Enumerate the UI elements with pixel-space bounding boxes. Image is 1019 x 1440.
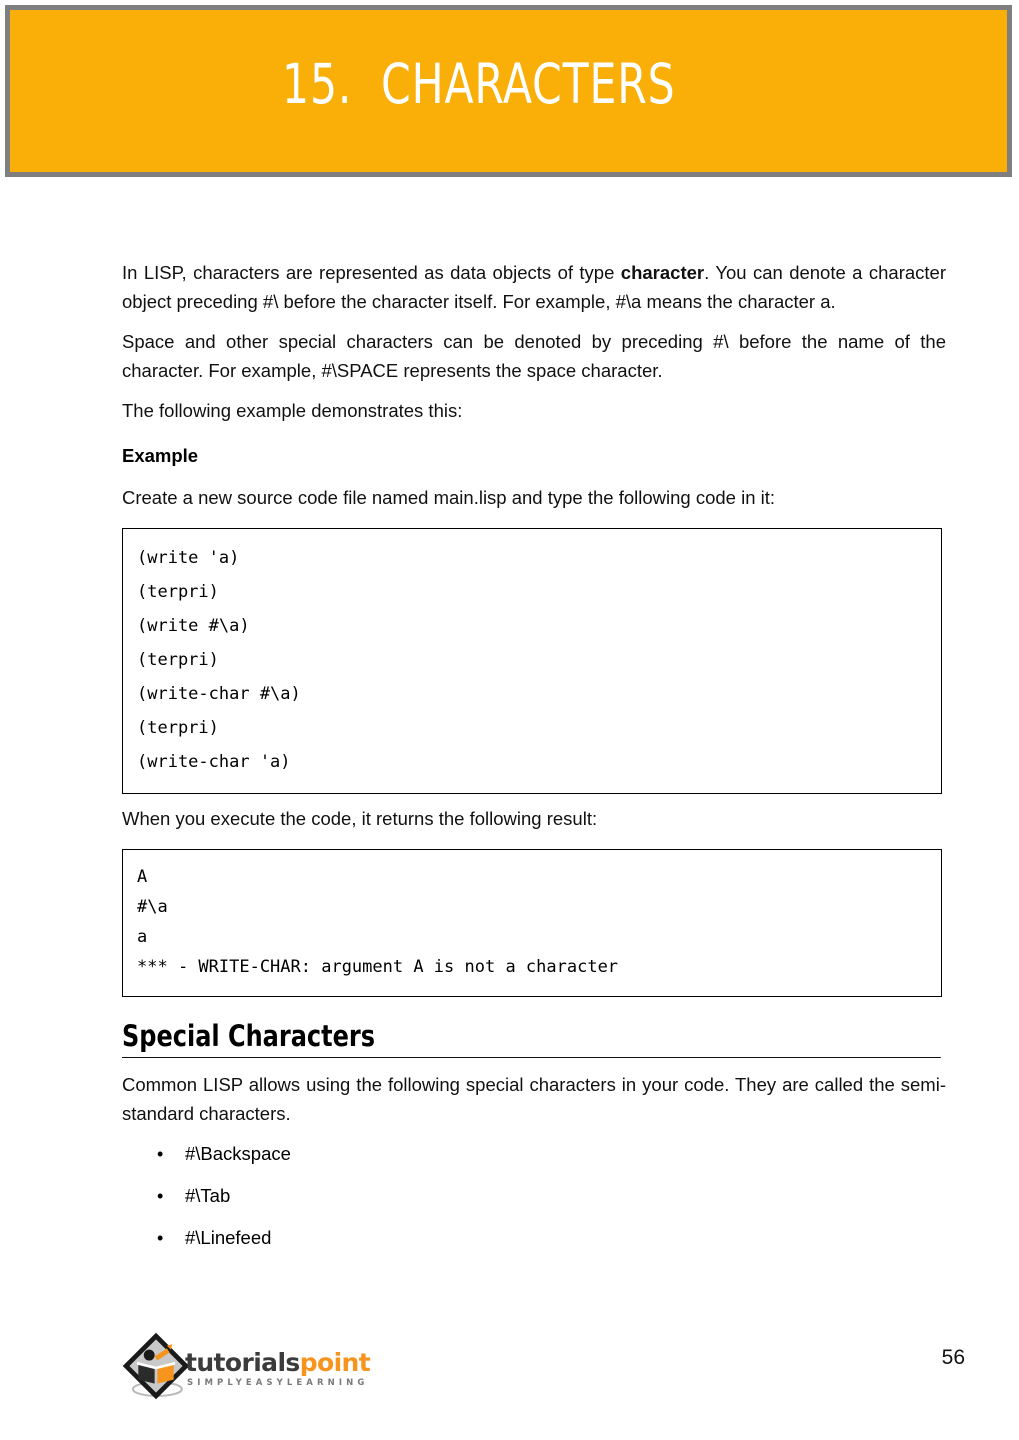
document-content [122, 258, 946, 1268]
list-item [122, 1184, 946, 1208]
page-footer [0, 1318, 1019, 1428]
code-line: (terpri) [137, 582, 219, 602]
example-label: Example [122, 445, 199, 466]
output-block [122, 849, 942, 997]
bullet-icon: • [157, 1144, 164, 1164]
section-heading-special-characters: Special Characters [122, 1019, 941, 1058]
special-characters-list [122, 1142, 946, 1250]
page-title: 15. CHARACTERS [281, 52, 676, 116]
tutorialspoint-diamond-logo-icon [122, 1332, 190, 1400]
result-intro: When you execute the code, it returns the following result: [122, 808, 598, 829]
paragraph-1-bold-term: character [620, 262, 705, 283]
code-line: (write #\a) [137, 616, 250, 636]
code-block [122, 528, 942, 794]
output-line: a [137, 927, 148, 947]
intro-paragraph-1 [122, 258, 946, 316]
code-line: (write-char 'a) [137, 752, 291, 772]
list-item-label: #\Backspace [185, 1143, 291, 1164]
code-line: (write 'a) [137, 548, 240, 568]
chapter-banner [5, 5, 1012, 177]
code-line: (terpri) [137, 650, 219, 670]
tutorialspoint-logo [122, 1326, 382, 1406]
output-line: #\a [137, 897, 168, 917]
intro-paragraph-2: Space and other special characters can be denoted by preceding #\ before the name of the character. For example, #\SPACE represents the space character. [122, 331, 946, 381]
logo-wordmark [185, 1348, 370, 1388]
output-line: *** - WRITE-CHAR: argument A is not a character [137, 957, 619, 977]
list-item-label: #\Tab [185, 1185, 231, 1206]
paragraph-1-segment-3: . You can denote a character object preceding #\ before the character itself. For example, #\a means the character a. [122, 262, 946, 312]
page-number: 56 [941, 1346, 965, 1369]
special-characters-intro: Common LISP allows using the following special characters in your code. They are called the semi-standard characters. [122, 1074, 946, 1124]
output-line: A [137, 867, 148, 887]
list-item [122, 1226, 946, 1250]
intro-paragraph-3: The following example demonstrates this: [122, 400, 463, 421]
bullet-icon: • [157, 1186, 164, 1206]
list-item [122, 1142, 946, 1166]
logo-brand-secondary: point [299, 1348, 371, 1377]
paragraph-1-segment-1: In LISP, characters are represented as data objects of type [122, 262, 621, 283]
code-line: (write-char #\a) [137, 684, 301, 704]
create-file-instruction: Create a new source code file named main.lisp and type the following code in it: [122, 487, 776, 508]
code-line: (terpri) [137, 718, 219, 738]
logo-brand-primary: tutorials [185, 1348, 300, 1377]
bullet-icon: • [157, 1228, 164, 1248]
list-item-label: #\Linefeed [185, 1227, 272, 1248]
logo-tagline: SIMPLYEASYLEARNING [187, 1378, 369, 1388]
